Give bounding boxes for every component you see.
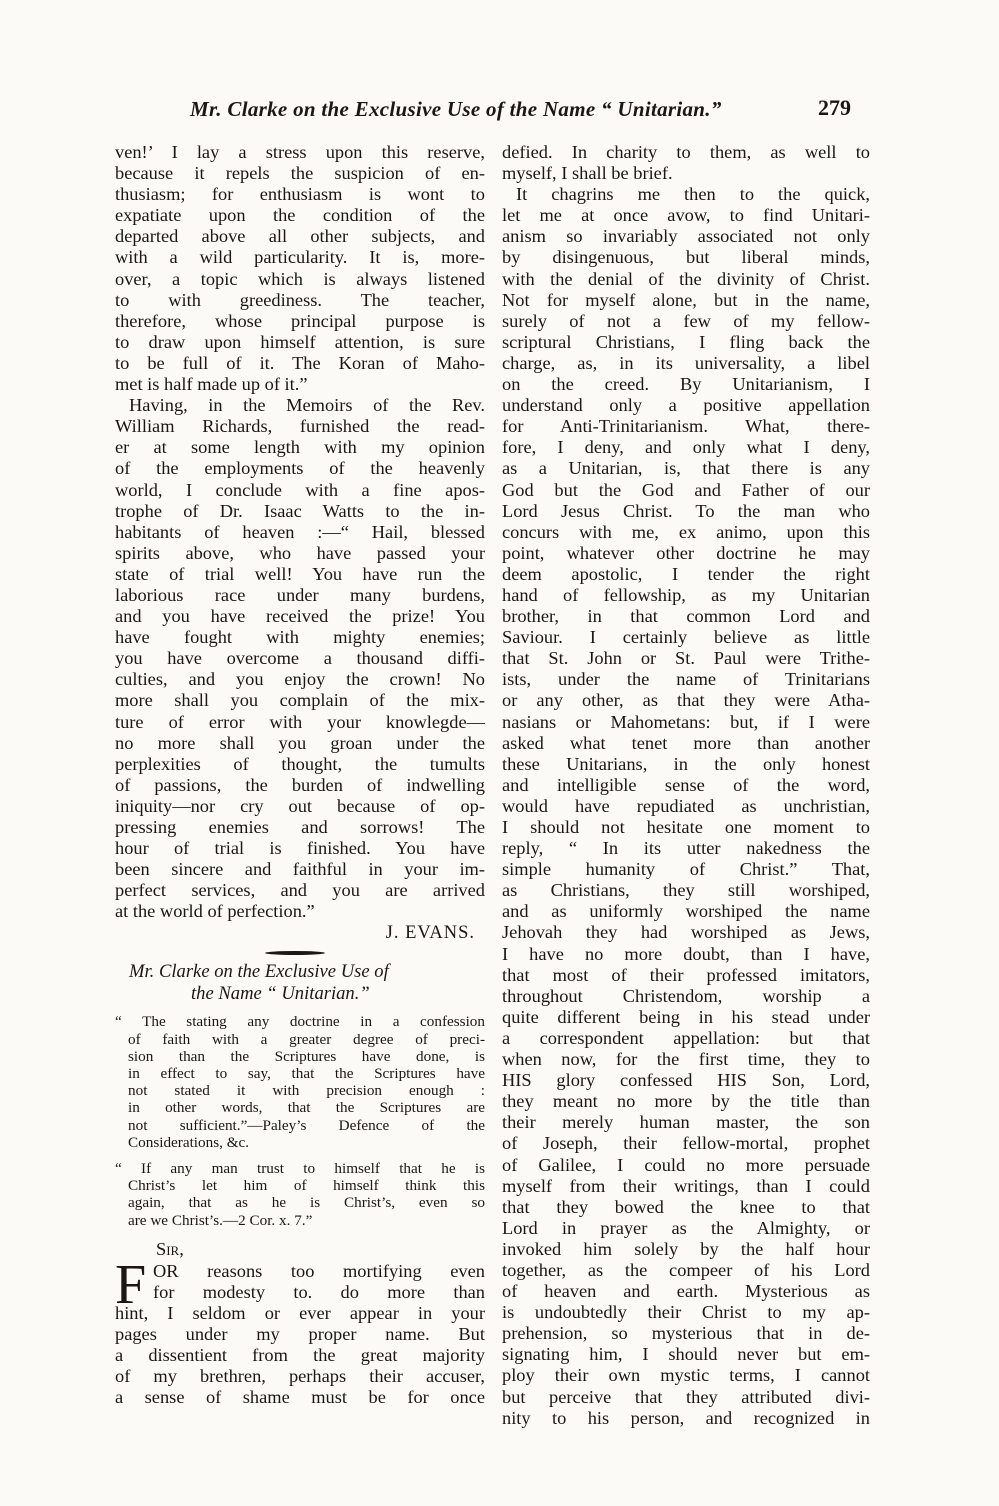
text-line: their merely human master, the son	[502, 1112, 870, 1133]
text-line: no more shall you groan under the	[115, 732, 485, 753]
text-line: with a wild particularity. It is, more-	[115, 247, 485, 268]
text-line: surely of not a few of my fellow-	[502, 310, 870, 331]
text-line: is undoubtedly their Christ to my ap-	[502, 1302, 870, 1323]
text-line: over, a topic which is always listened	[115, 268, 485, 289]
text-line: nity to his person, and recognized in	[502, 1407, 870, 1428]
text-line: pressing enemies and sorrows! The	[115, 817, 485, 837]
text-line: ploy their own mystic terms, I cannot	[502, 1365, 870, 1386]
text-line: quite different being in his stead under	[502, 1006, 870, 1027]
text-line: that St. John or St. Paul were Trithe-	[502, 648, 870, 669]
text-line: together, as the compeer of his Lord	[502, 1259, 870, 1280]
text-line: of faith with a greater degree of preci-	[128, 1030, 485, 1048]
text-line: at the world of perfection.”	[115, 901, 315, 922]
article-title	[115, 961, 485, 1004]
text-line: when now, for the first time, they to	[502, 1049, 870, 1070]
text-line: God but the God and Father of our	[502, 479, 870, 500]
text-line: again, that as he is Christ’s, even so	[128, 1194, 485, 1212]
text-line: deem apostolic, I tender the right	[502, 563, 870, 584]
salutation: Sir,	[156, 1238, 184, 1259]
left-column	[115, 142, 485, 1408]
text-line: in other words, that the Scriptures are	[128, 1099, 485, 1117]
text-line: you have overcome a thousand diffi-	[115, 648, 485, 669]
drop-cap: F	[115, 1253, 147, 1316]
text-line: ists, under the name of Trinitarians	[502, 669, 870, 690]
text-line: they meant no more by the title than	[502, 1091, 870, 1112]
text-line: It chagrins me then to the quick,	[516, 184, 870, 205]
article-title-line-1: Mr. Clarke on the Exclusive Use of	[129, 961, 389, 983]
text-line: as a Unitarian, is, that there is any	[502, 458, 870, 479]
text-line: perplexities of thought, the tumults	[115, 753, 485, 774]
text-line: with the denial of the divinity of Christ.	[502, 268, 870, 289]
text-line: because it repels the suspicion of en-	[115, 163, 485, 184]
text-line: asked what tenet more than another	[502, 732, 870, 753]
text-line: “ If any man trust to himself that he is	[115, 1159, 485, 1177]
letter-opening	[115, 1253, 485, 1409]
text-line: of Joseph, their fellow-mortal, prophet	[502, 1133, 870, 1154]
text-line: Jehovah they had worshiped as Jews,	[502, 922, 870, 943]
text-line: that most of their professed imitators,	[502, 964, 870, 985]
text-line: and as uniformly worshiped the name	[502, 901, 870, 922]
text-line: ven!’ I lay a stress upon this reserve,	[115, 142, 485, 162]
text-line: invoked him solely by the half hour	[502, 1238, 870, 1259]
text-line: expatiate upon the condition of the	[115, 205, 485, 226]
text-line: I have no more doubt, than I have,	[502, 943, 870, 964]
text-line: state of trial well! You have run the	[115, 563, 485, 584]
text-line: as Christians, they still worshiped,	[502, 880, 870, 901]
text-line: of the employments of the heavenly	[115, 458, 485, 479]
text-line: of passions, the burden of indwelling	[115, 774, 485, 795]
text-line: by disingenuous, but liberal minds,	[502, 247, 870, 268]
right-column	[502, 142, 870, 1429]
text-line: therefore, whose principal purpose is	[115, 310, 485, 331]
text-line: been sincere and faithful in your im-	[115, 859, 485, 880]
text-line: these Unitarians, in the only honest	[502, 753, 870, 774]
text-line: laborious race under many burdens,	[115, 584, 485, 605]
text-line: OR reasons too mortifying even	[153, 1260, 485, 1281]
text-line: defied. In charity to them, as well to	[502, 142, 870, 162]
text-line: simple humanity of Christ.” That,	[502, 859, 870, 880]
text-line: hand of fellowship, as my Unitarian	[502, 584, 870, 605]
text-line: nasians or Mahometans: but, if I were	[502, 711, 870, 732]
text-line: signating him, I should never but em-	[502, 1344, 870, 1365]
text-line: “ The stating any doctrine in a confession	[115, 1013, 485, 1031]
article-title-line-2: the Name “ Unitarian.”	[191, 982, 370, 1004]
text-line: iniquity—nor cry out because of op-	[115, 795, 485, 816]
text-line: met is half made up of it.”	[115, 374, 308, 395]
text-line: but perceive that they attributed divi-	[502, 1386, 870, 1407]
text-line: er at some length with my opinion	[115, 437, 485, 458]
section-divider	[265, 951, 325, 955]
text-line: that they bowed the knee to that	[502, 1196, 870, 1217]
text-line: Considerations, &c.	[128, 1133, 250, 1151]
text-line: not stated it with precision enough :	[128, 1082, 485, 1100]
text-line: understand only a positive appellation	[502, 395, 870, 416]
text-line: let me at once avow, to find Unitari-	[502, 205, 870, 226]
text-line: habitants of heaven :—“ Hail, blessed	[115, 521, 485, 542]
left-paragraph-2	[115, 395, 485, 922]
running-head	[190, 97, 880, 122]
signature: J. EVANS.	[385, 923, 475, 944]
text-line: to draw upon himself attention, is sure	[115, 331, 485, 352]
text-line: myself, I shall be brief.	[502, 163, 673, 184]
text-line: for modesty to. do more than	[153, 1281, 485, 1302]
text-line: hint, I seldom or ever appear in your	[115, 1302, 485, 1323]
text-line: spirits above, who have passed your	[115, 542, 485, 563]
text-line: culties, and you enjoy the crown! No	[115, 669, 485, 690]
text-line: Having, in the Memoirs of the Rev.	[129, 395, 485, 416]
text-line: hour of trial is finished. You have	[115, 838, 485, 859]
text-line: myself from their writings, than I could	[502, 1175, 870, 1196]
page-number: 279	[818, 95, 851, 120]
text-line: Not for myself alone, but in the name,	[502, 289, 870, 310]
text-line: reply, “ In its utter nakedness the	[502, 838, 870, 859]
text-line: of Galilee, I could no more persuade	[502, 1154, 870, 1175]
running-head-title: Mr. Clarke on the Exclusive Use of the Name “ Unitarian.”	[190, 97, 722, 121]
text-line: Christ’s let him of himself think this	[128, 1177, 485, 1195]
text-line: to with greediness. The teacher,	[115, 289, 485, 310]
text-line: anism so invariably associated not only	[502, 226, 870, 247]
text-line: have fought with mighty enemies;	[115, 627, 485, 648]
text-line: I should not hesitate one moment to	[502, 817, 870, 837]
text-line: Lord Jesus Christ. To the man who	[502, 500, 870, 521]
text-line: ture of error with your knowlegde—	[115, 711, 485, 732]
text-line: not sufficient.”—Paley’s Defence of the	[128, 1116, 485, 1134]
text-line: for Anti-Trinitarianism. What, there-	[502, 416, 870, 437]
text-line: Saviour. I certainly believe as little	[502, 627, 870, 648]
left-paragraph-1	[115, 142, 485, 395]
text-line: Lord in prayer as the Almighty, or	[502, 1217, 870, 1238]
text-line: a correspondent appellation: but that	[502, 1027, 870, 1048]
text-line: brother, in that common Lord and	[502, 606, 870, 627]
text-line: of heaven and earth. Mysterious as	[502, 1281, 870, 1302]
text-line: a dissentient from the great majority	[115, 1345, 485, 1366]
text-line: sion than the Scriptures have done, is	[128, 1047, 485, 1065]
text-line: in effect to say, that the Scriptures have	[128, 1065, 485, 1083]
text-line: departed above all other subjects, and	[115, 226, 485, 247]
epigraph-corinthians	[115, 1160, 485, 1229]
text-line: thusiasm; for enthusiasm is wont to	[115, 184, 485, 205]
text-line: or any other, as that they were Atha-	[502, 690, 870, 711]
right-paragraph-1	[502, 142, 870, 184]
text-line: are we Christ’s.—2 Cor. x. 7.”	[128, 1211, 313, 1229]
text-line: and intelligible sense of the word,	[502, 774, 870, 795]
text-line: concurs with me, ex animo, upon this	[502, 521, 870, 542]
text-line: trophe of Dr. Isaac Watts to the in-	[115, 500, 485, 521]
text-line: to be full of it. The Koran of Maho-	[115, 352, 485, 373]
epigraph-paley	[115, 1013, 485, 1151]
right-paragraph-2	[502, 184, 870, 1429]
text-line: HIS glory confessed HIS Son, Lord,	[502, 1070, 870, 1091]
text-line: throughout Christendom, worship a	[502, 985, 870, 1006]
text-line: would have repudiated as unchristian,	[502, 795, 870, 816]
text-line: fore, I deny, and only what I deny,	[502, 437, 870, 458]
text-line: scriptural Christians, I fling back the	[502, 331, 870, 352]
text-line: on the creed. By Unitarianism, I	[502, 374, 870, 395]
text-line: pages under my proper name. But	[115, 1324, 485, 1344]
text-line: William Richards, furnished the read-	[115, 416, 485, 437]
text-line: world, I conclude with a fine apos-	[115, 479, 485, 500]
text-line: prehension, so mysterious that in de-	[502, 1323, 870, 1344]
text-line: point, whatever other doctrine he may	[502, 542, 870, 563]
text-line: perfect services, and you are arrived	[115, 880, 485, 901]
text-line: charge, as, in its universality, a libel	[502, 352, 870, 373]
text-line: and you have received the prize! You	[115, 606, 485, 627]
text-line: more shall you complain of the mix-	[115, 690, 485, 711]
text-line: of my brethren, perhaps their accuser,	[115, 1366, 485, 1387]
text-line: a sense of shame must be for once	[115, 1387, 485, 1408]
